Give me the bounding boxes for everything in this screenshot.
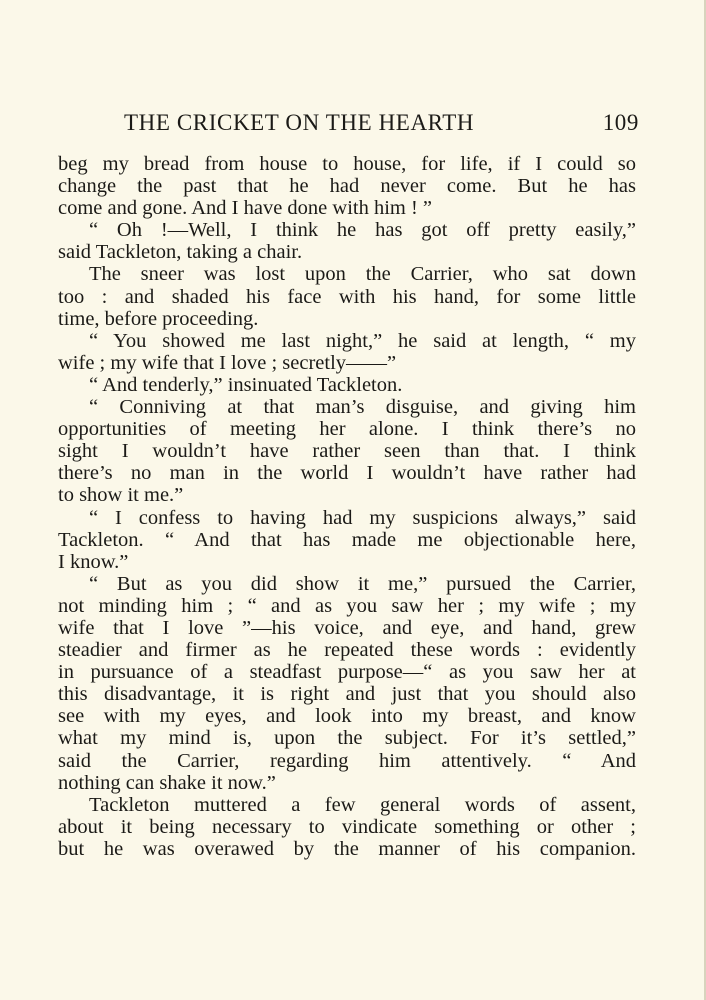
text-line: said the Carrier, regarding him attentively. “ And	[58, 749, 636, 772]
text-line: not minding him ; “ and as you saw her ; my wife ; my	[58, 594, 636, 617]
page-number: 109	[602, 110, 639, 135]
text-line: “ You showed me last night,” he said at length, “ my	[89, 329, 636, 352]
text-line: about it being necessary to vindicate something or other ;	[58, 815, 636, 838]
text-line: too : and shaded his face with his hand, for some little	[58, 285, 636, 308]
running-header	[124, 109, 639, 137]
text-line: to show it me.”	[58, 484, 184, 507]
text-line: sight I wouldn’t have rather seen than that. I think	[58, 440, 636, 463]
text-line: “ I confess to having had my suspicions always,” said	[89, 506, 636, 529]
text-line: wife that I love ”—his voice, and eye, and hand, grew	[58, 616, 636, 639]
body-text	[58, 153, 636, 860]
text-line: steadier and firmer as he repeated these words : evidently	[58, 639, 636, 662]
text-line: wife ; my wife that I love ; secretly——”	[58, 351, 397, 374]
text-line: nothing can shake it now.”	[58, 771, 276, 794]
running-title: THE CRICKET ON THE HEARTH	[124, 110, 475, 135]
text-line: I know.”	[58, 550, 129, 573]
text-line: The sneer was lost upon the Carrier, who sat down	[89, 263, 636, 286]
text-line: “ Conniving at that man’s disguise, and giving him	[89, 396, 636, 419]
text-line: time, before proceeding.	[58, 307, 259, 330]
text-line: beg my bread from house to house, for life, if I could so	[58, 153, 636, 175]
text-line: opportunities of meeting her alone. I think there’s no	[58, 418, 636, 441]
text-line: come and gone. And I have done with him ! ”	[58, 197, 433, 220]
text-line: said Tackleton, taking a chair.	[58, 241, 303, 264]
text-line: in pursuance of a steadfast purpose—“ as you saw her at	[58, 661, 636, 684]
text-line: “ But as you did show it me,” pursued the Carrier,	[89, 572, 636, 595]
text-line: see with my eyes, and look into my breast, and know	[58, 705, 636, 728]
text-line: Tackleton. “ And that has made me objectionable here,	[58, 528, 636, 551]
text-line: change the past that he had never come. But he has	[58, 175, 636, 198]
text-line: but he was overawed by the manner of his companion.	[58, 837, 636, 860]
text-line: Tackleton muttered a few general words of assent,	[89, 793, 636, 816]
text-line: “ Oh !—Well, I think he has got off pretty easily,”	[89, 219, 636, 242]
text-line: what my mind is, upon the subject. For it’s settled,”	[58, 727, 636, 750]
text-line: this disadvantage, it is right and just that you should also	[58, 683, 636, 706]
text-line: there’s no man in the world I wouldn’t have rather had	[58, 462, 636, 485]
text-line: “ And tenderly,” insinuated Tackleton.	[89, 373, 403, 396]
